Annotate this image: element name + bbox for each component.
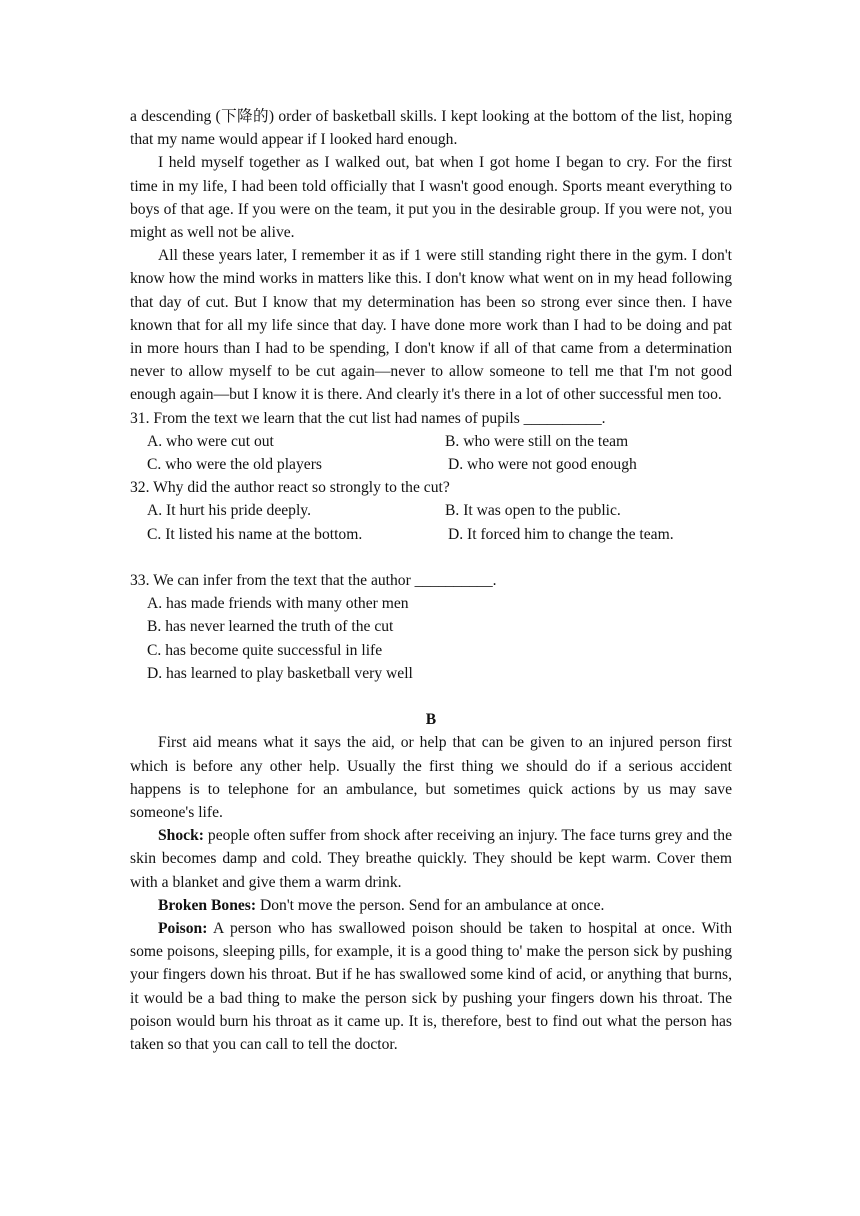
question-32-option-c: C. It listed his name at the bottom. [147,525,363,543]
passage-b-broken-bones [130,894,732,917]
passage-b-title: B [425,711,437,729]
question-31-option-a: A. who were cut out [147,432,274,450]
spacer [130,546,732,569]
question-33-stem: 33. We can infer from the text that the author __________. [130,572,497,590]
passage-a-paragraph-3: All these years later, I remember it as if 1 were still standing right there in the gym. I don't know how the mind works in matters like this. I don't know what went on in my head following that day of cut. But I know that my determination has been so strong ever since then. I have known that for all my life since that day. I have done more work than I had to be doing and pat in more hours than I had to be spending, I don't know if all of that came from a determination never to allow myself to be cut again—never to allow someone to tell me that I'm not good enough again—but I know it is there. And clearly it's there in a lot of other successful men too. [130,247,732,404]
question-31-option-d: D. who were not good enough [448,456,637,474]
question-33-option-a: A. has made friends with many other men [147,595,409,613]
question-32-options-row-1 [130,499,732,522]
spacer [130,685,732,708]
question-33-option-c: C. has become quite successful in life [147,641,383,659]
passage-b-intro: First aid means what it says the aid, or help that can be given to an injured person first which is before any other help. Usually the first thing we should do if a serious accident happens is to telephone for an ambulance, but sometimes quick actions by us may save someone's life. [130,734,732,822]
question-31-stem: 31. From the text we learn that the cut list had names of pupils __________. [130,409,606,427]
poison-label: Poison: [158,920,208,938]
question-31-option-c: C. who were the old players [147,456,322,474]
shock-text: people often suffer from shock after receiving an injury. The face turns grey and the skin becomes damp and cold. They breathe quickly. They should be kept warm. Cover them with a blanket and give them a warm drink. [130,827,732,891]
question-32-options-row-2 [130,523,732,546]
shock-label: Shock: [158,827,204,845]
broken-bones-label: Broken Bones: [158,896,257,914]
question-31-options-row-1 [130,430,732,453]
question-31-option-b: B. who were still on the team [445,432,629,450]
question-32-option-d: D. It forced him to change the team. [448,525,674,543]
question-33-option-b: B. has never learned the truth of the cut [147,618,394,636]
question-32-option-a: A. It hurt his pride deeply. [147,502,311,520]
broken-bones-text: Don't move the person. Send for an ambulance at once. [256,896,605,914]
question-32-stem: 32. Why did the author react so strongly to the cut? [130,479,450,497]
passage-b-poison [130,917,732,1056]
question-32-option-b: B. It was open to the public. [445,502,621,520]
passage-a-paragraph-1: a descending (下降的) order of basketball skills. I kept looking at the bottom of the list, hoping that my name would appear if I looked hard enough. [130,108,732,149]
question-31-options-row-2 [130,453,732,476]
question-33-option-d: D. has learned to play basketball very well [147,664,413,682]
passage-b-shock [130,824,732,894]
document-page [130,105,732,1056]
poison-text: A person who has swallowed poison should be taken to hospital at once. With some poisons, sleeping pills, for example, it is a good thing to' make the person sick by pushing your fingers down his throat. But if he has swallowed some kind of acid, or anything that burns, it would be a bad thing to make the person sick by pushing your fingers down his throat. The poison would burn his throat as it came up. It is, therefore, best to find out what the person has taken so that you can call to tell the doctor. [130,920,732,1054]
passage-a-paragraph-2: I held myself together as I walked out, bat when I got home I began to cry. For the first time in my life, I had been told officially that I wasn't good enough. Sports meant everything to boys of that age. If you were on the team, it put you in the desirable group. If you were not, you might as well not be alive. [130,154,732,242]
